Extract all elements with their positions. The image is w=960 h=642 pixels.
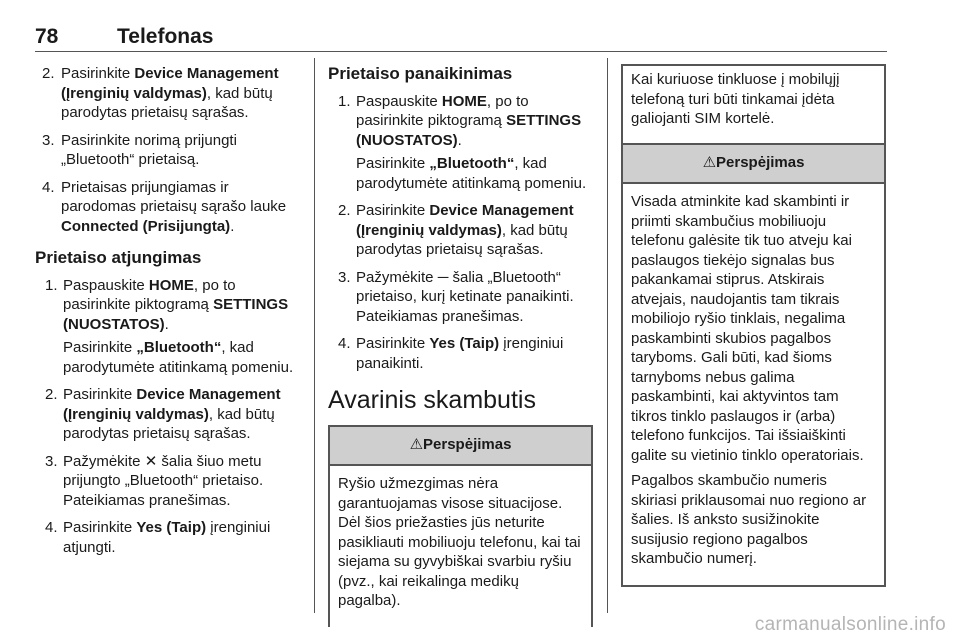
header-rule — [35, 51, 887, 52]
list-item: 3. Pasirinkite norimą prijungti „Bluetooth“ prietaisą. — [42, 131, 237, 168]
warning-box — [621, 143, 886, 587]
page-number: 78 — [35, 25, 59, 48]
warning-title: Perspėjimas — [716, 153, 805, 171]
column-2 — [328, 64, 593, 627]
column-divider-2 — [607, 58, 608, 613]
list-item: 2. Pasirinkite Device Management (Įrenginių valdymas), kad būtų parodytas prietaisų sąrašas. — [42, 65, 279, 121]
warning-title: Perspėjimas — [423, 435, 512, 453]
list-item: 3. Pažymėkite ─ šalia „Bluetooth“ prietaiso, kurį ketinate panaikinti. Pateikiamas pranešimas. — [338, 268, 574, 325]
watermark: carmanualsonline.info — [754, 614, 946, 635]
list-item: 1. Paspauskite HOME, po to pasirinkite piktogramą SETTINGS (NUOSTATOS). Pasirinkite „Bluetooth“, kad parodytumėte atitinkamą pomeniu. — [35, 276, 300, 378]
warning-body: Ryšio užmezgimas nėra garantuojamas visose situacijose. Dėl šios priežasties jūs neturite pasikliauti mobiliuoju telefonu, kai tai siejama su gyvybiškai svarbiu ryšiu (pvz., kai reikalinga medikų pagalba). — [338, 475, 581, 609]
warning-paragraph: Visada atminkite kad skambinti ir priimti skambučius mobiliuoju telefonu galėsite tik tuo atveju kai paslaugos tiekėjo signalas bus pakankamai stiprus. Atskirais atvejais, naudojantis tam tikrais mobiliojo ryšio tinklais, negalima paskambinti skubios pagalbos taryboms. Gali būti, kad šioms tarnyboms nebus galima paskambinti, kai aktyvintos tam tikros tinklo paslaugos ir (arba) telefono funkcijos. Tai išsiaiškinti galite su vietinio tinklo operatoriais. — [631, 193, 864, 464]
list-item: 2. Pasirinkite Device Management (Įrenginių valdymas), kad būtų parodytas prietaisų sąrašas. — [338, 202, 574, 258]
list-item: 4. Pasirinkite Yes (Taip) įrenginiui atjungti. — [45, 519, 271, 556]
list-item: 1. Paspauskite HOME, po to pasirinkite piktogramą SETTINGS (NUOSTATOS). Pasirinkite „Bluetooth“, kad parodytumėte atitinkamą pomeniu. — [328, 92, 593, 194]
warning-icon: ⚠ — [702, 153, 717, 171]
pairing-steps-continued — [35, 64, 300, 236]
column-divider-1 — [314, 58, 315, 613]
list-item: 4. Prietaisas prijungiamas ir parodomas prietaisų sąrašo lauke Connected (Prisijungta). — [42, 178, 287, 235]
disconnect-steps — [35, 276, 300, 558]
warning-box — [328, 425, 593, 627]
section-heading-delete: Prietaiso panaikinimas — [328, 64, 513, 83]
warning-paragraph: Pagalbos skambučio numeris skiriasi priklausomai nuo regiono ar šalies. Iš anksto susižinokite susijusio regiono pagalbos skambučio numerį. — [631, 472, 867, 567]
column-3 — [621, 64, 886, 587]
page-title: Telefonas — [117, 25, 214, 48]
warning-header — [330, 427, 591, 467]
section-heading-emergency-call: Avarinis skambutis — [328, 386, 536, 414]
list-item: 3. Pažymėkite ✕ šalia šiuo metu prijungto „Bluetooth“ prietaiso. Pateikiamas pranešimas. — [45, 452, 264, 509]
warning-icon: ⚠ — [409, 435, 424, 453]
note-box: Kai kuriuose tinkluose į mobilųjį telefoną turi būti tinkamai įdėta galiojanti SIM kortelė. — [621, 64, 886, 143]
section-heading-disconnect: Prietaiso atjungimas — [35, 248, 202, 267]
column-1 — [35, 64, 300, 565]
list-item: 4. Pasirinkite Yes (Taip) įrenginiui panaikinti. — [338, 335, 564, 372]
step-subtext: Pasirinkite „Bluetooth“, kad parodytumėte atitinkamą pomeniu. — [356, 155, 587, 192]
warning-header — [623, 145, 884, 185]
delete-steps — [328, 92, 593, 374]
warning-body — [623, 184, 884, 585]
list-item: 2. Pasirinkite Device Management (Įrenginių valdymas), kad būtų parodytas prietaisų sąrašas. — [45, 386, 281, 442]
step-subtext: Pasirinkite „Bluetooth“, kad parodytumėte atitinkamą pomeniu. — [63, 339, 294, 376]
